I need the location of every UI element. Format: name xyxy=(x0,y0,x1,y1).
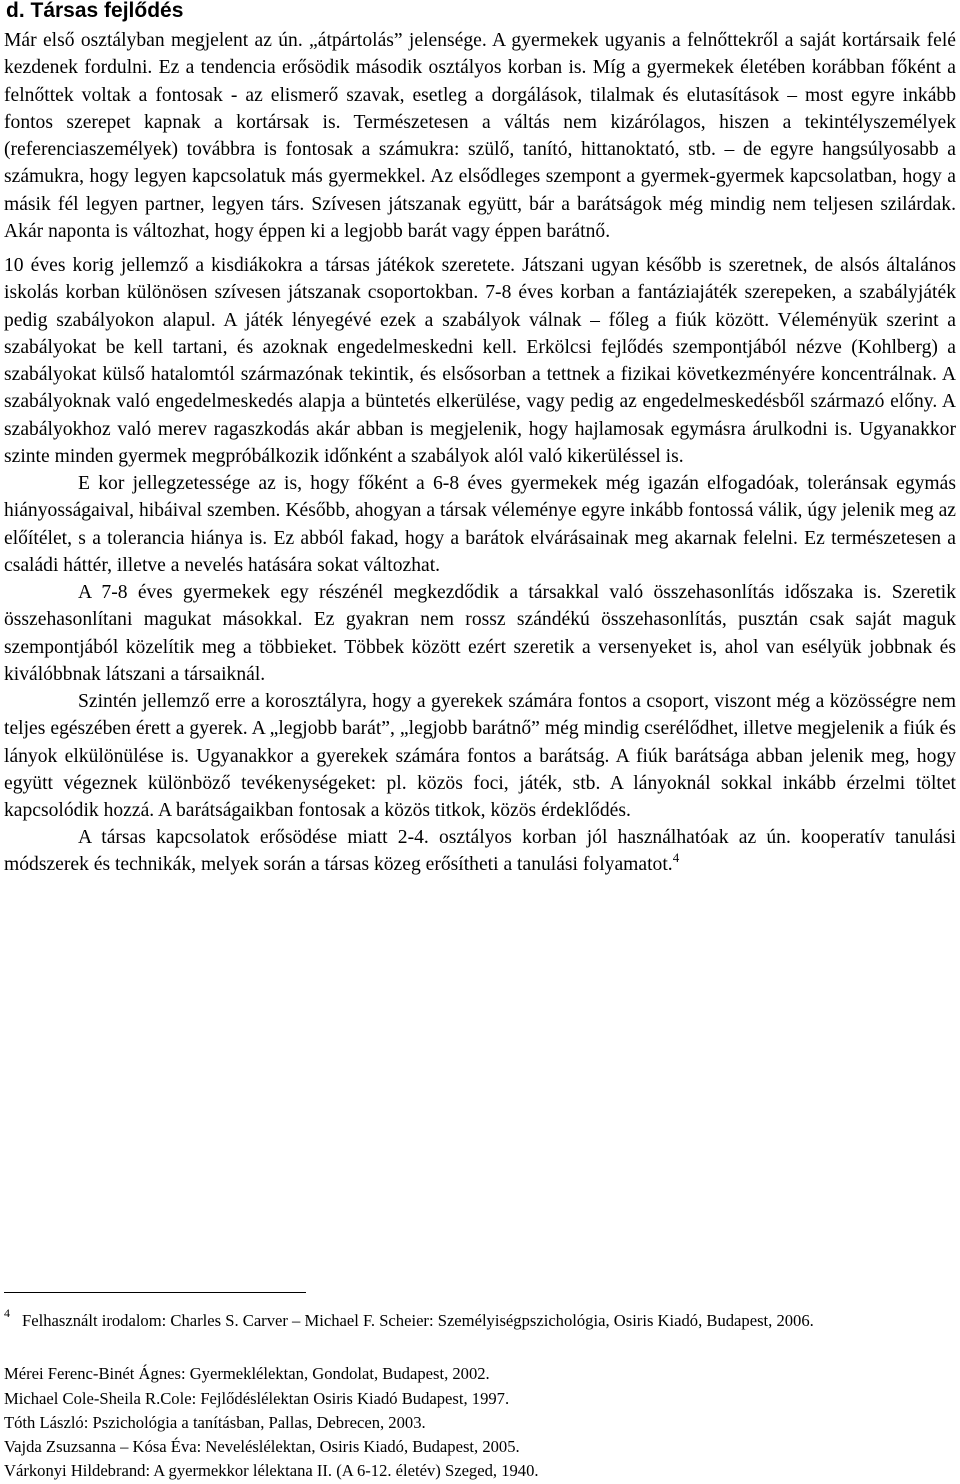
footnote-first xyxy=(4,1307,956,1334)
footnote-reference-line: Tóth László: Pszichológia a tanításban, Pallas, Debrecen, 2003. xyxy=(4,1413,426,1432)
paragraph-cooperative xyxy=(4,824,956,879)
footnote-first-text: Felhasznált irodalom: Charles S. Carver – Michael F. Scheier: Személyiségpszichológia, Osiris Kiadó, Budapest, 2006. xyxy=(22,1311,814,1330)
footnote-reference-line: Várkonyi Hildebrand: A gyermekkor lélektana II. (A 6-12. életév) Szeged, 1940. xyxy=(4,1461,539,1480)
footnote-separator xyxy=(4,1292,306,1293)
paragraph-friendship: Szintén jellemző erre a korosztályra, hogy a gyerekek számára fontos a csoport, viszont még a közösségre nem teljes egészében érett a gyerek. A „legjobb barát”, „legjobb barátnő” még mindig cserélődhet, illetve megjelenik a fiúk és lányok elkülönülése is. Ugyanakkor a gyerekek számára fontos a barátság. A fiúk barátsága abban jelenik meg, hogy együtt végeznek különböző tevékenységeket: pl. közös foci, játék, stb. A lányoknál sokkal inkább érzelmi töltet kapcsolódik hozzá. A barátságaikban fontosak a közös titkok, közös érdeklődés. xyxy=(4,691,956,822)
footnote-reference: 4 xyxy=(672,850,680,866)
paragraph-comparison: A 7-8 éves gyermekek egy részénél megkezdődik a társakkal való összehasonlítás időszaka is. Szeretik összehasonlítani magukat másokkal. Ez gyakran nem rossz szándékú összehasonlítás, pusztán csak saját maguk szempontjából közelítik meg a többieket. Többek között ezért szeretik a versenyeket is, ahol van esélyük jobbnak és kiválóbbnak látszani a társaiknál. xyxy=(4,582,956,685)
footnote-reference-line: Michael Cole-Sheila R.Cole: Fejlődéslélektan Osiris Kiadó Budapest, 1997. xyxy=(4,1389,510,1408)
section-heading: d. Társas fejlődés xyxy=(6,0,184,22)
footnote-reference-line: Vajda Zsuzsanna – Kósa Éva: Neveléslélektan, Osiris Kiadó, Budapest, 2005. xyxy=(4,1437,520,1456)
footnote-mark: 4 xyxy=(4,1306,10,1320)
paragraph-games: 10 éves korig jellemző a kisdiákokra a társas játékok szeretete. Játszani ugyan később is szeretnek, de alsós általános iskolás korban különösen szívesen játszanak csoportokban. 7-8 éves korban a fantáziajáték szerepeken, a szabályjáték pedig szabályokon alapul. A játék lényegévé ezek a szabályok válnak – főleg a fiúk között. Véleményük szerint a szabályokat be kell tartani, és azoknak engedelmeskedni kell. Erkölcsi fejlődés szempontjából nézve (Kohlberg) a szabályokat külső hatalomtól származónak tekintik, és elsősorban a tettnek a fizikai következményére koncentrálnak. A szabályoknak való engedelmeskedés alapja a büntetés elkerülése, vagy pedig az engedelmeskedésből származó előny. A szabályokhoz való merev ragaszkodás akár abban is megjelenik, hogy hajlamosak egymásra árulkodni is. Ugyanakkor szinte minden gyermek megpróbálkozik időnként a szabályok alól való kikerüléssel is. xyxy=(4,255,956,468)
paragraph-peer-shift: Már első osztályban megjelent az ún. „átpártolás” jelensége. A gyermekek ugyanis a felnőttekről a saját kortársaik felé kezdenek fordulni. Ez a tendencia erősödik második osztályos korban is. Míg a gyermekek életében korábban főként a felnőttek voltak a fontosak - az elismerő szavak, esetleg a dorgálások, tilalmak és elutasítások – most egyre inkább fontos szerepet kapnak a kortársak is. Természetesen a váltás nem kizárólagos, hiszen a tekintélyszemélyek (referenciaszemélyek) továbbra is fontosak a számukra: szülő, tanító, hittanoktató, stb. – de egyre hangsúlyosabb a számukra, hogy legyen kapcsolatuk más gyermekkel. Az elsődleges szempont a gyermek-gyermek kapcsolatban, hogy a másik fél legyen partner, legyen társ. Szívesen játszanak együtt, bár a barátságok még mindig nem teljesen szilárdak. Akár naponta is változhat, hogy éppen ki a legjobb barát vagy éppen barátnő. xyxy=(4,30,956,243)
footnote-reference-line: Mérei Ferenc-Binét Ágnes: Gyermeklélektan, Gondolat, Budapest, 2002. xyxy=(4,1364,490,1383)
paragraph-tolerance: E kor jellegzetessége az is, hogy főként a 6-8 éves gyermekek még igazán elfogadóak, toleránsak egymás hiányosságaival, hibáival szemben. Később, ahogyan a társak véleménye egyre inkább fontossá válik, úgy jelenik meg az előítélet, s a tolerancia hiánya is. Ez abból fakad, hogy a barátok elvárásainak meg akarnak felelni. Ez természetesen a családi háttér, illetve a nevelés hatására sokat változhat. xyxy=(4,473,956,576)
paragraph-cooperative-text: A társas kapcsolatok erősödése miatt 2-4. osztályos korban jól használhatóak az ún. kooperatív tanulási módszerek és technikák, melyek során a társas közeg erősítheti a tanulási folyamatot. xyxy=(4,827,956,876)
